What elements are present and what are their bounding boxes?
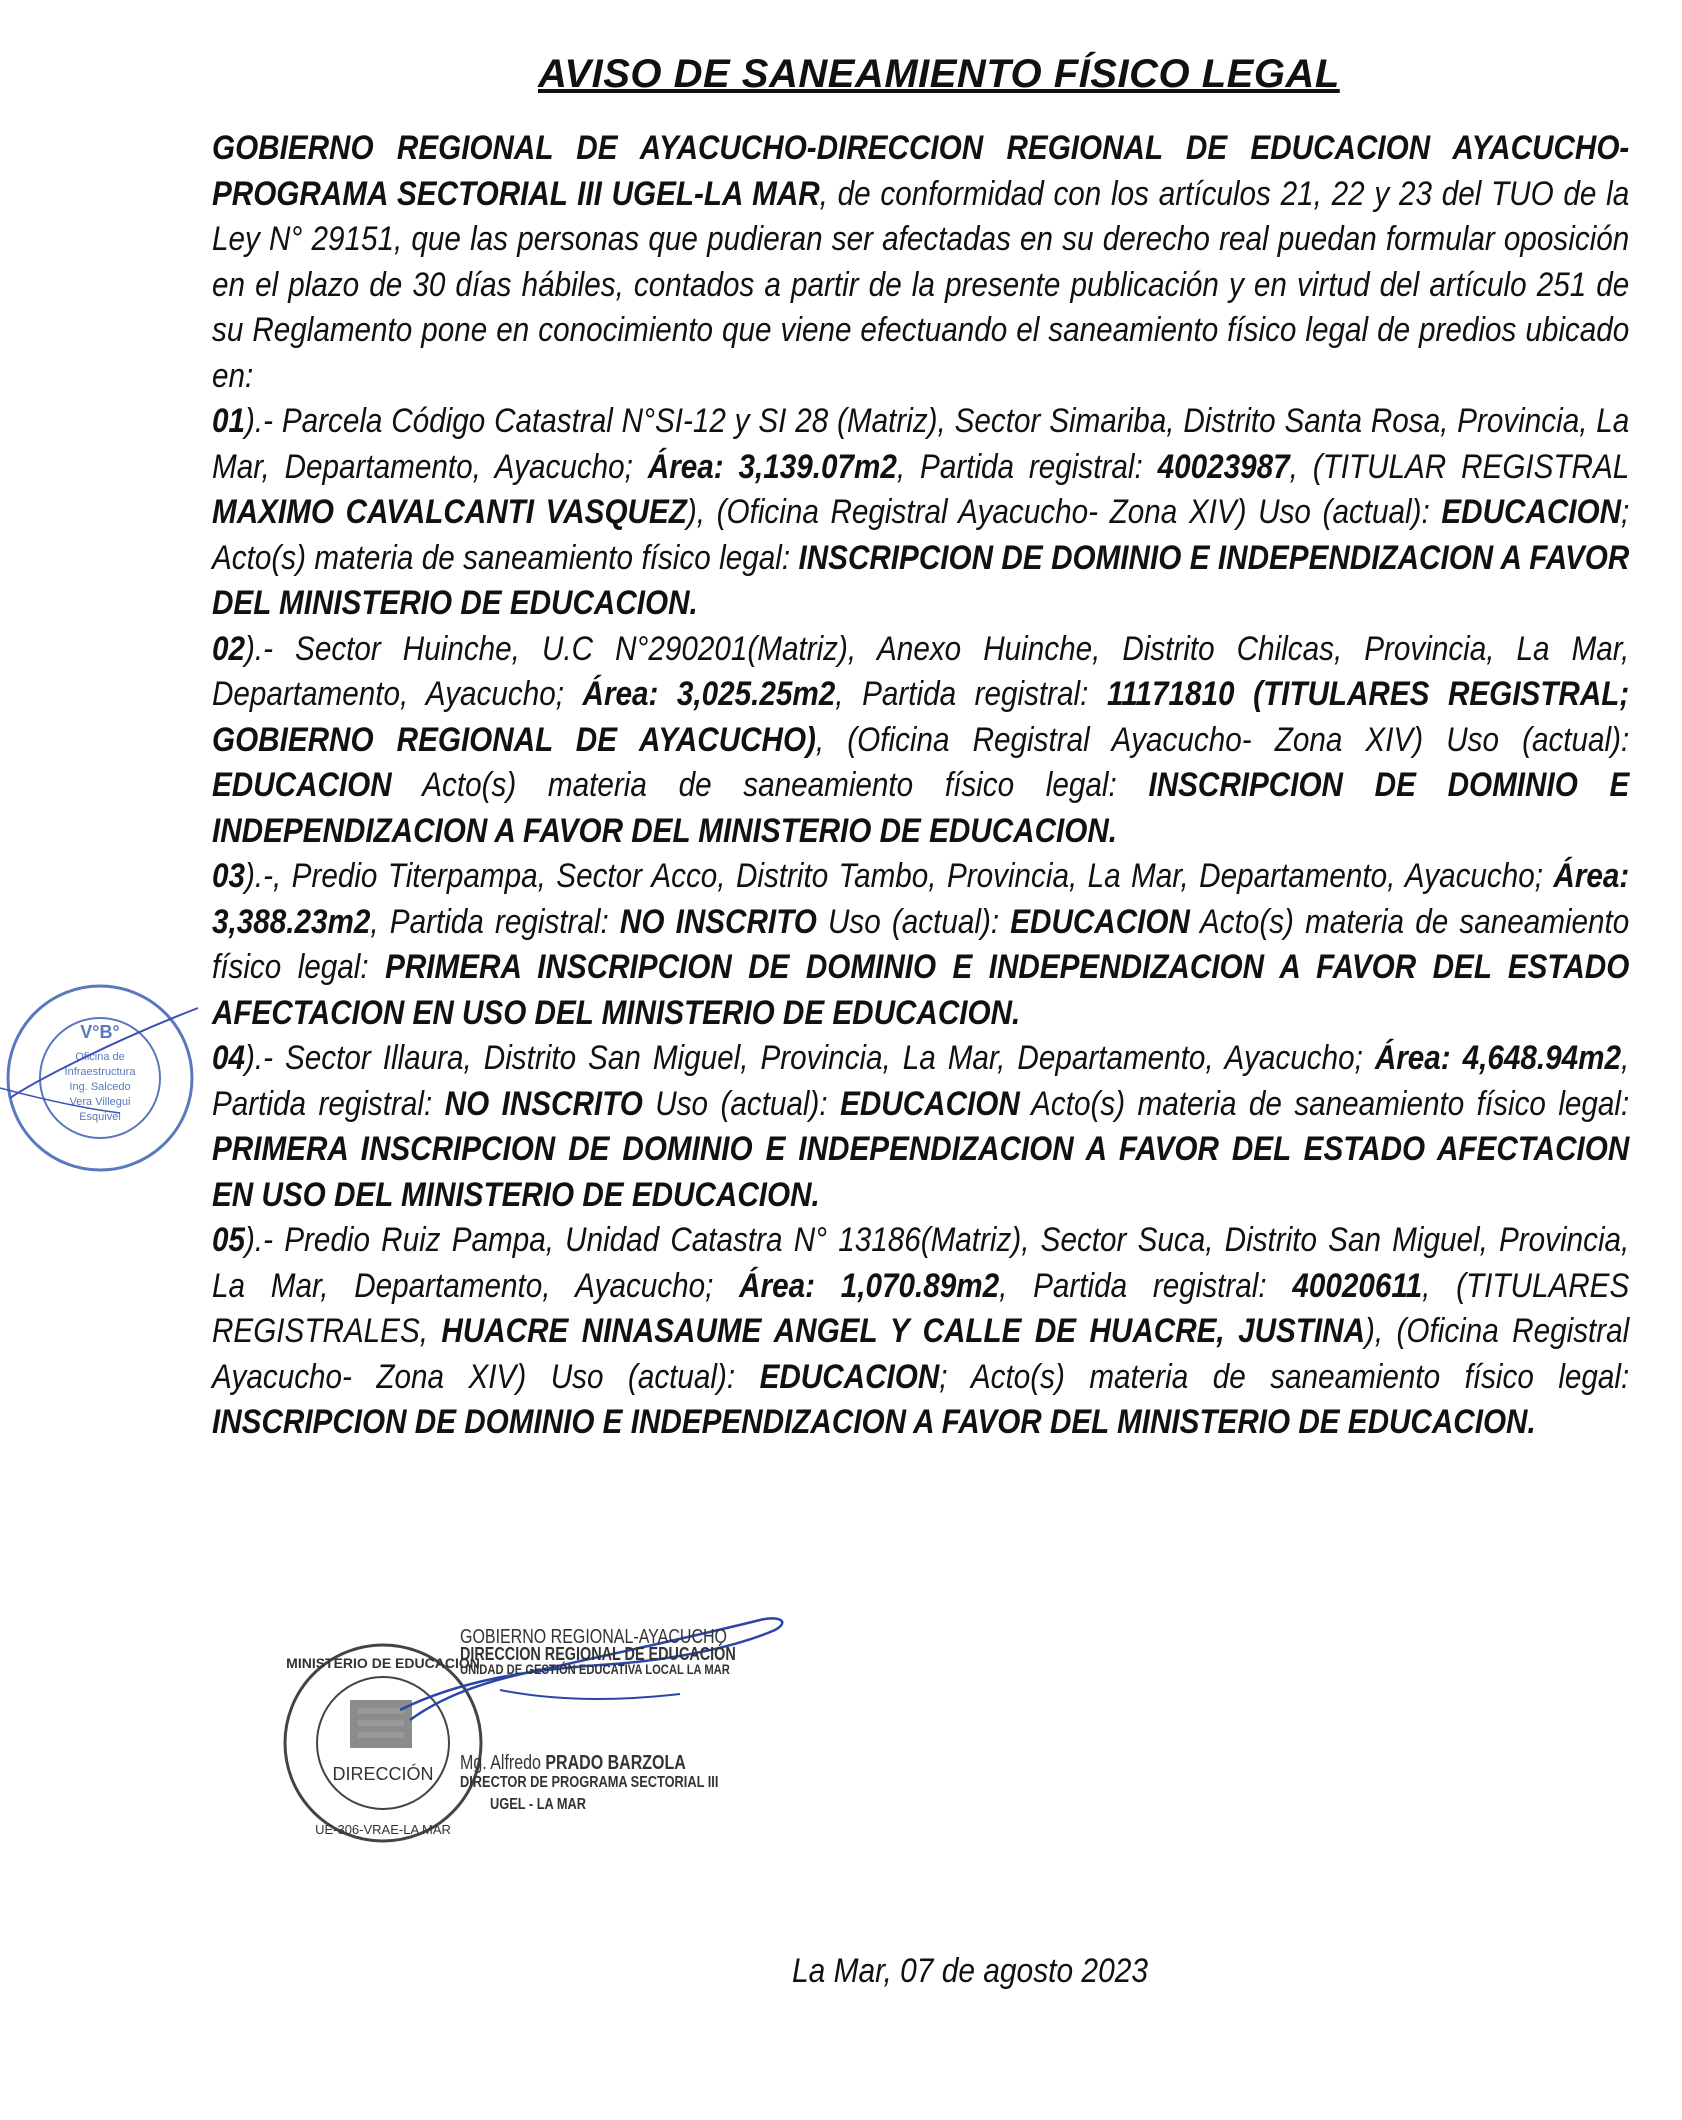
signatory-unit: UGEL - LA MAR <box>490 1796 586 1813</box>
place-and-date: La Mar, 07 de agosto 2023 <box>792 1952 1148 1990</box>
item-partida: NO INSCRITO <box>619 902 817 941</box>
item-titular: MAXIMO CAVALCANTI VASQUEZ <box>212 493 687 531</box>
property-item-05 <box>212 1218 1629 1446</box>
svg-text:Oficina de: Oficina de <box>75 1051 125 1063</box>
svg-text:V°B°: V°B° <box>80 1022 120 1042</box>
vobo-seal <box>0 978 200 1178</box>
item-uso: EDUCACION <box>1441 493 1622 531</box>
item-acto: INSCRIPCION DE DOMINIO E INDEPENDIZACION A FAVOR DEL MINISTERIO DE EDUCACION. <box>212 1403 1536 1441</box>
item-number: 02 <box>212 629 246 668</box>
item-uso: EDUCACION <box>759 1357 940 1396</box>
item-location: ).- Sector Huinche, U.C N°290201(Matriz), Anexo Huinche, Distrito Chilcas, Provincia, La Mar, Departamento, Ayacucho; <box>212 629 1630 713</box>
item-titular: HUACRE NINASAUME ANGEL Y CALLE DE HUACRE, JUSTINA <box>441 1312 1366 1350</box>
item-number: 05 <box>212 1221 246 1259</box>
item-text: , (Oficina Registral Ayacucho- Zona XIV) Uso (actual): <box>815 720 1630 759</box>
item-partida: 40023987 <box>1157 447 1290 486</box>
property-item-02 <box>212 627 1629 855</box>
item-number: 03 <box>212 857 246 895</box>
item-text: ), (Oficina Registral Ayacucho- Zona XIV) Uso (actual): <box>212 1312 1630 1396</box>
item-area: Área: 4,648.94m2 <box>1374 1039 1622 1077</box>
item-text: , Partida registral: <box>896 447 1158 486</box>
signature-org-line1: GOBIERNO REGIONAL-AYACUCHO <box>460 1626 727 1648</box>
item-acto: PRIMERA INSCRIPCION DE DOMINIO E INDEPENDIZACION A FAVOR DEL ESTADO AFECTACION EN USO DEL MINISTERIO DE EDUCACION. <box>212 1130 1630 1214</box>
property-item-03 <box>212 854 1629 1036</box>
item-text: , (TITULAR REGISTRAL <box>1289 447 1630 486</box>
item-location: ).- Parcela Código Catastral N°SI-12 y SI 28 (Matriz), Sector Simariba, Distrito Santa Rosa, Provincia, La Mar, Departamento, Ayacucho; <box>212 402 1630 486</box>
item-area: Área: 3,388.23m2 <box>212 857 1630 941</box>
signatory-name <box>460 1752 686 1775</box>
item-partida: 11171810 (TITULARES REGISTRAL; GOBIERNO REGIONAL DE AYACUCHO) <box>212 675 1630 759</box>
item-location: ).-, Predio Titerpampa, Sector Acco, Distrito Tambo, Provincia, La Mar, Departamento, Ayacucho; <box>245 857 1554 895</box>
item-text: , Partida registral: <box>370 902 620 941</box>
item-acto: INSCRIPCION DE DOMINIO E INDEPENDIZACION A FAVOR DEL MINISTERIO DE EDUCACION. <box>212 538 1630 622</box>
item-uso: EDUCACION <box>1010 902 1190 941</box>
item-location: ).- Predio Ruiz Pampa, Unidad Catastra N° 13186(Matriz), Sector Suca, Distrito San Miguel, Provincia, La Mar, Departamento, Ayacucho; <box>212 1221 1630 1305</box>
item-number: 01 <box>212 402 246 440</box>
intro-text: , de conformidad con los artículos 21, 22 y 23 del TUO de la Ley N° 29151, que las personas que pudieran ser afectadas en su derecho real puedan formular oposición en el plazo de 30 días hábiles, contados a partir de la presente publicación y en virtud del artículo 251 de su Reglamento pone en conocimiento que viene efectuando el saneamiento físico legal de predios ubicado en: <box>212 174 1630 395</box>
property-item-01 <box>212 399 1629 627</box>
item-text: Acto(s) materia de saneamiento físico legal: <box>391 766 1149 804</box>
item-text: , Partida registral: <box>835 675 1107 713</box>
signatory-surname: PRADO BARZOLA <box>545 1752 686 1774</box>
item-partida: NO INSCRITO <box>444 1084 643 1123</box>
item-acto: INSCRIPCION DE DOMINIO E INDEPENDIZACION A FAVOR DEL MINISTERIO DE EDUCACION. <box>212 766 1630 850</box>
item-text: , Partida registral: <box>999 1266 1293 1305</box>
signature-org-line3: UNIDAD DE GESTIÓN EDUCATIVA LOCAL LA MAR <box>460 1661 730 1677</box>
item-text: Acto(s) materia de saneamiento físico legal: <box>1019 1084 1630 1123</box>
svg-text:MINISTERIO DE EDUCACION: MINISTERIO DE EDUCACION <box>286 1655 480 1671</box>
vobo-seal-graphic <box>0 978 200 1178</box>
item-text: ; Acto(s) materia de saneamiento físico legal: <box>212 493 1630 577</box>
intro-paragraph <box>212 126 1629 399</box>
issuing-entity: GOBIERNO REGIONAL DE AYACUCHO-DIRECCION REGIONAL DE EDUCACION AYACUCHO- PROGRAMA SECTORIAL III UGEL-LA MAR <box>212 129 1630 213</box>
item-uso: EDUCACION <box>212 766 392 804</box>
document-body <box>212 126 1629 1446</box>
svg-text:UE-306-VRAE-LA MAR: UE-306-VRAE-LA MAR <box>315 1822 451 1837</box>
svg-text:Vera Villegui: Vera Villegui <box>69 1096 131 1108</box>
item-area: Área: 3,139.07m2 <box>647 447 897 486</box>
item-number: 04 <box>212 1039 246 1077</box>
item-text: Acto(s) materia de saneamiento físico legal: <box>212 902 1630 986</box>
signatory-role: DIRECTOR DE PROGRAMA SECTORIAL III <box>460 1774 719 1791</box>
item-text: Uso (actual): <box>816 902 1011 941</box>
item-text: , (TITULARES REGISTRALES, <box>212 1266 1630 1350</box>
item-location: ).- Sector Illaura, Distrito San Miguel, Provincia, La Mar, Departamento, Ayacucho; <box>245 1039 1375 1077</box>
item-text: , Partida registral: <box>212 1039 1630 1123</box>
signature-org-line2: DIRECCION REGIONAL DE EDUCACIÓN <box>460 1644 736 1664</box>
property-item-04 <box>212 1036 1629 1218</box>
item-text: ), (Oficina Registral Ayacucho- Zona XIV) Uso (actual): <box>686 493 1442 531</box>
svg-text:Ing. Salcedo: Ing. Salcedo <box>69 1081 131 1093</box>
signatory-first-name: Mg. Alfredo <box>460 1752 546 1774</box>
item-acto: PRIMERA INSCRIPCION DE DOMINIO E INDEPENDIZACION A FAVOR DEL ESTADO AFECTACION EN USO DEL MINISTERIO DE EDUCACION. <box>212 948 1630 1032</box>
document-title: AVISO DE SANEAMIENTO FÍSICO LEGAL <box>538 52 1340 96</box>
svg-text:DIRECCIÓN: DIRECCIÓN <box>332 1764 434 1784</box>
svg-text:Esquivel: Esquivel <box>79 1111 121 1123</box>
item-uso: EDUCACION <box>840 1084 1020 1123</box>
item-text: Uso (actual): <box>642 1084 841 1123</box>
item-text: ; Acto(s) materia de saneamiento físico legal: <box>939 1357 1630 1396</box>
svg-text:Infraestructura: Infraestructura <box>64 1066 136 1078</box>
item-partida: 40020611 <box>1292 1266 1423 1305</box>
item-area: Área: 3,025.25m2 <box>582 675 836 713</box>
item-area: Área: 1,070.89m2 <box>739 1266 1000 1305</box>
